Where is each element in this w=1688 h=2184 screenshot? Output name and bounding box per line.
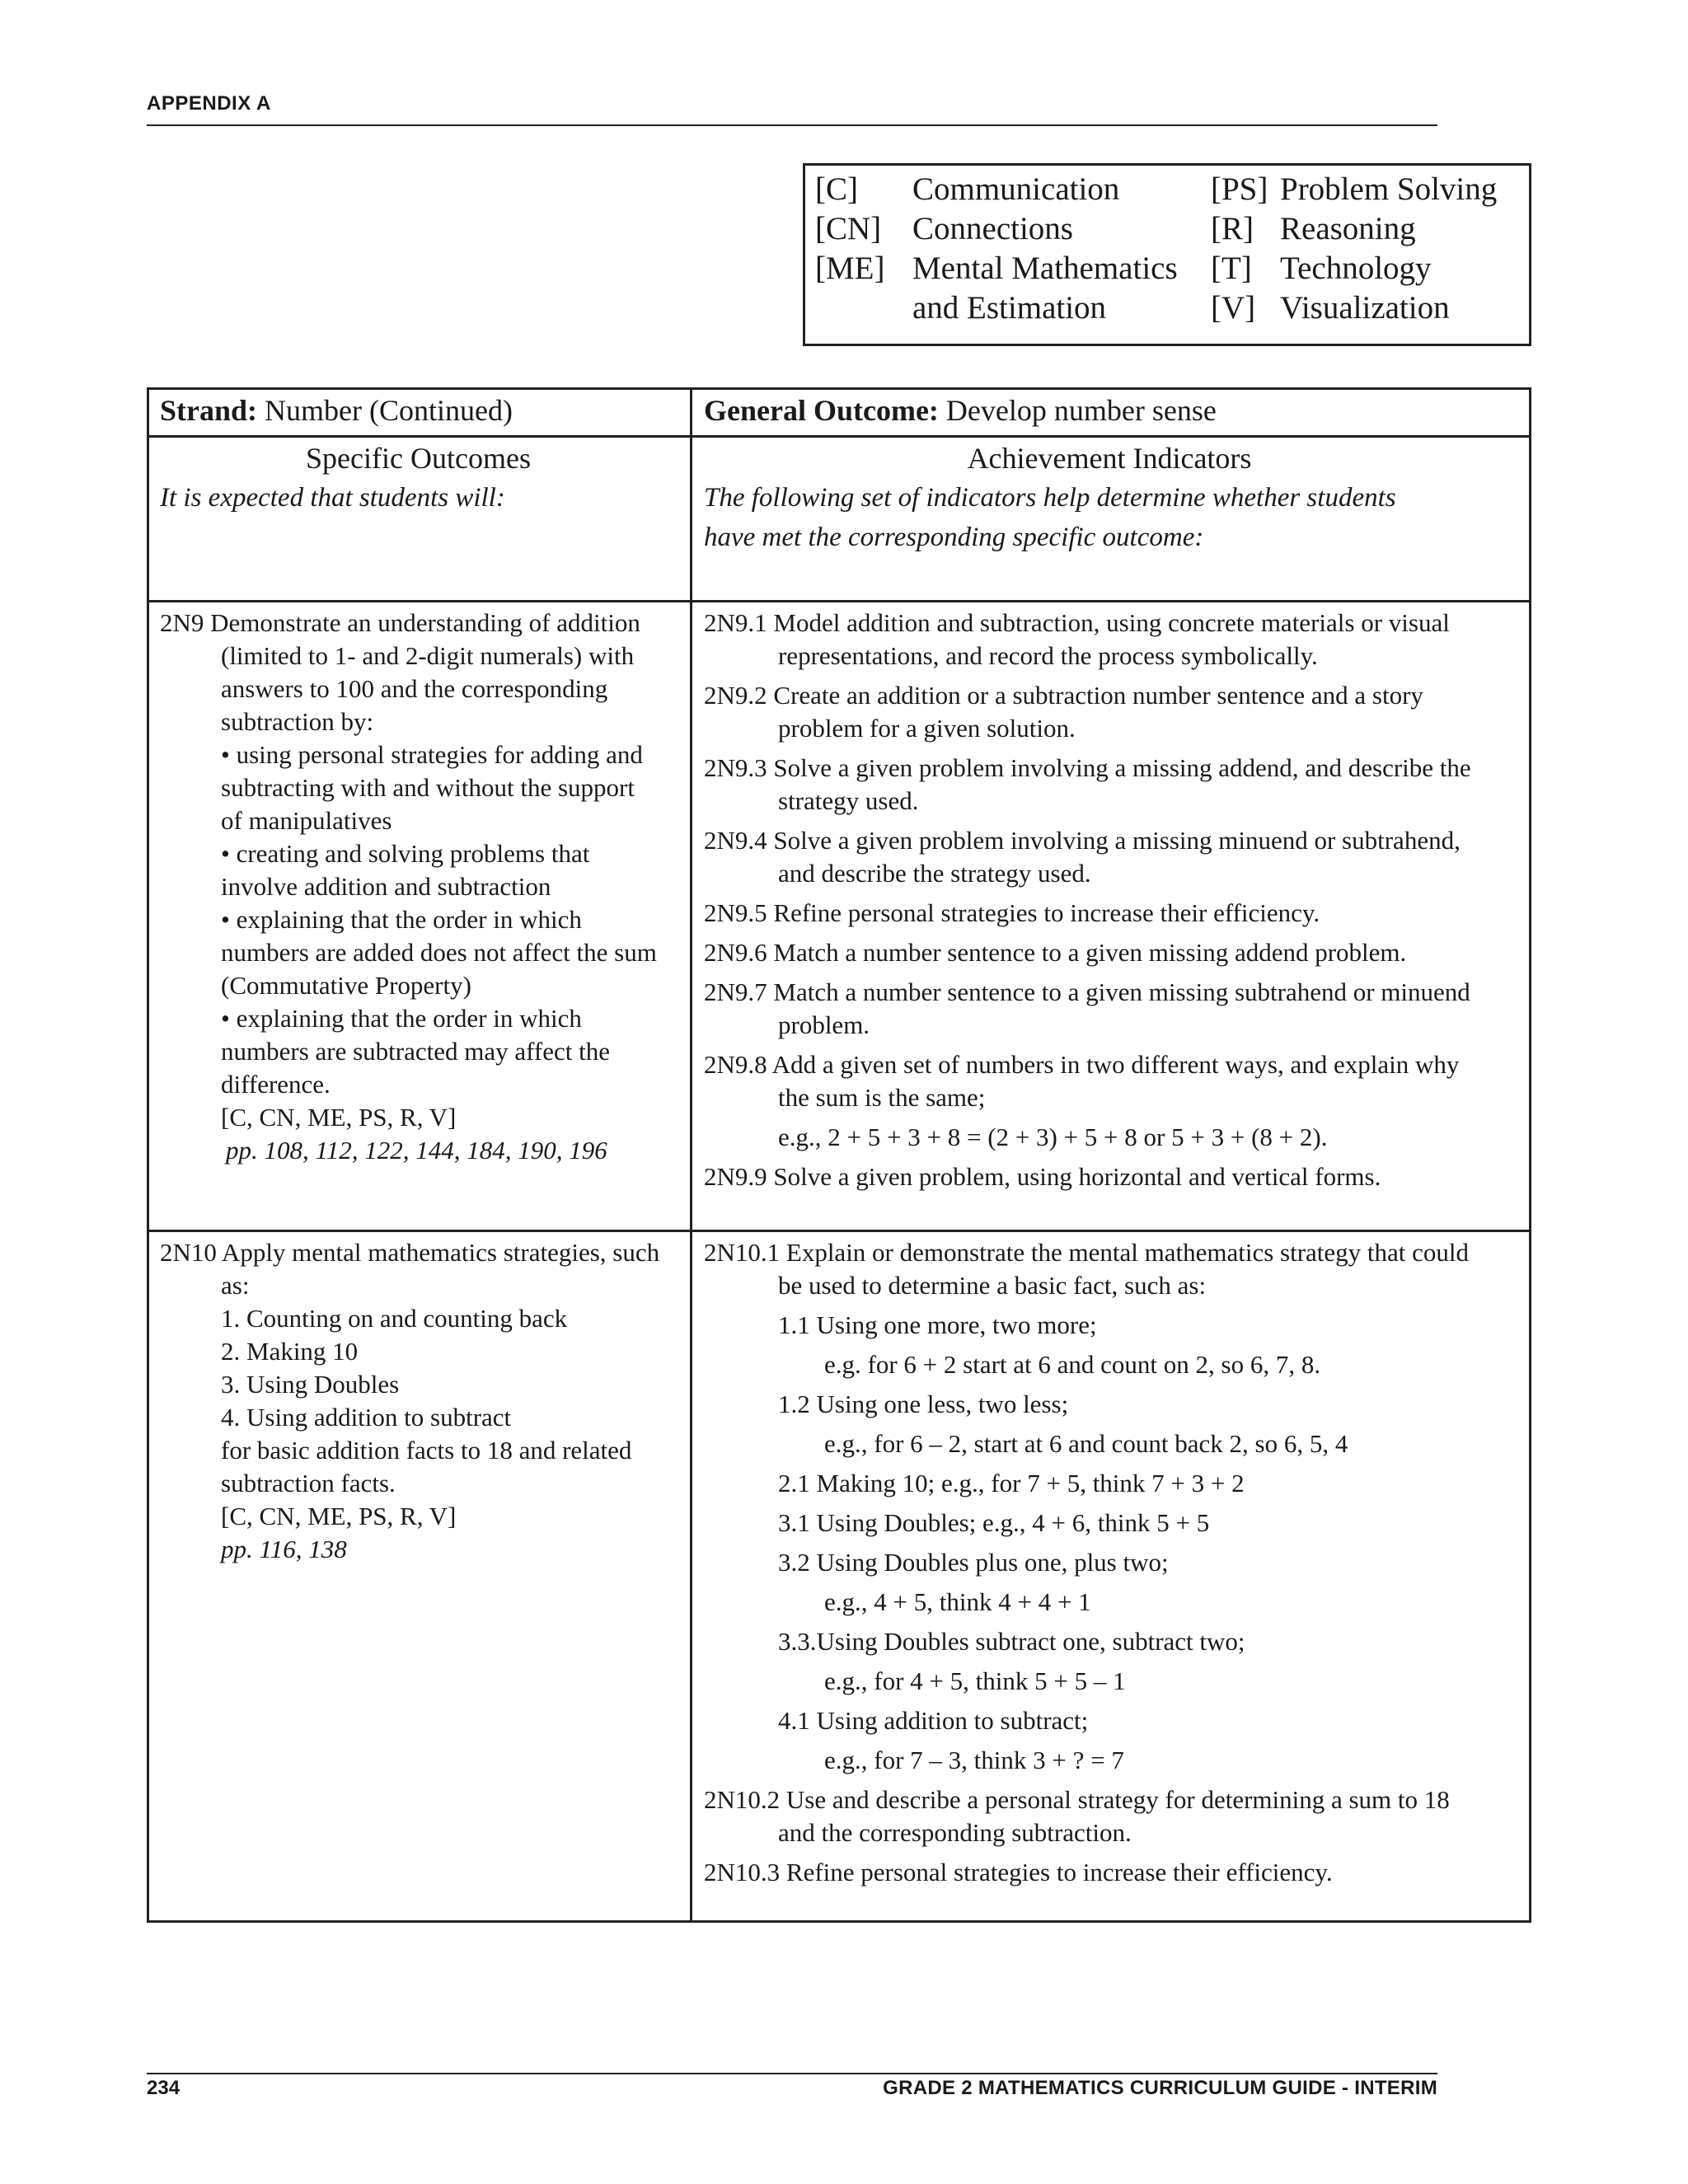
indicator-2n9-4: 2N9.4 Solve a given problem involving a missing minuend or subtrahend,: [704, 826, 1461, 855]
indicator-2n10-2: 2N10.2 Use and describe a personal strategy for determining a sum to 18: [704, 1785, 1450, 1814]
general-outcome-value: Develop number sense: [945, 394, 1217, 427]
outcome-2n9-line: • using personal strategies for adding and: [221, 740, 643, 769]
strategy-3-1: 3.1 Using Doubles; e.g., 4 + 6, think 5 + 5: [778, 1508, 1210, 1537]
achievement-indicators-title: Achievement Indicators: [967, 442, 1252, 475]
legend-label-t: Technology: [1280, 251, 1432, 286]
outcome-2n9-line: subtracting with and without the support: [221, 773, 635, 802]
indicator-2n10-3: 2N10.3 Refine personal strategies to increase their efficiency.: [704, 1858, 1333, 1886]
process-legend: [803, 163, 1531, 346]
outcome-2n10-line: 3. Using Doubles: [221, 1370, 400, 1399]
outcome-2n10-line: subtraction facts.: [221, 1469, 396, 1497]
footer-rule: [147, 2073, 1437, 2074]
strategy-4-1: 4.1 Using addition to subtract;: [778, 1706, 1089, 1735]
document-title: GRADE 2 MATHEMATICS CURRICULUM GUIDE - INTERIM: [883, 2077, 1437, 2099]
legend-code-me: [ME]: [815, 251, 885, 286]
strategy-3-2: 3.2 Using Doubles plus one, plus two;: [778, 1548, 1169, 1577]
indicator-2n9-8: 2N9.8 Add a given set of numbers in two different ways, and explain why: [704, 1050, 1460, 1079]
section-header: APPENDIX A: [147, 92, 271, 115]
legend-label-ps: Problem Solving: [1280, 171, 1498, 207]
indicator-2n10-1: 2N10.1 Explain or demonstrate the mental mathematics strategy that could: [704, 1238, 1470, 1267]
outcome-2n10-line: 2N10 Apply mental mathematics strategies, such: [160, 1238, 660, 1267]
outcome-2n9-line: (limited to 1- and 2-digit numerals) with: [221, 641, 635, 670]
indicator-2n9-1: 2N9.1 Model addition and subtraction, using concrete materials or visual: [704, 608, 1450, 637]
indicator-2n9-9: 2N9.9 Solve a given problem, using horizontal and vertical forms.: [704, 1162, 1381, 1191]
strategy-1-2-example: e.g., for 6 – 2, start at 6 and count back 2, so 6, 5, 4: [824, 1429, 1348, 1458]
outcomes-table: [147, 387, 1531, 1923]
outcome-2n9-processes: [C, CN, ME, PS, R, V]: [221, 1103, 457, 1132]
outcome-2n10-line: 4. Using addition to subtract: [221, 1403, 512, 1432]
legend-code-c: [C]: [815, 171, 858, 207]
strategy-1-2: 1.2 Using one less, two less;: [778, 1390, 1069, 1418]
legend-code-r: [R]: [1211, 211, 1254, 246]
strategy-3-3-example: e.g., for 4 + 5, think 5 + 5 – 1: [824, 1666, 1126, 1695]
outcome-2n9-line: difference.: [221, 1070, 331, 1099]
table-rule: [147, 600, 1531, 602]
legend-code-t: [T]: [1211, 251, 1252, 286]
outcome-2n9-line: numbers are subtracted may affect the: [221, 1037, 610, 1066]
achievement-indicators-subtitle-2: have met the corresponding specific outcome:: [704, 523, 1204, 552]
indicator-2n9-7-cont: problem.: [778, 1010, 870, 1039]
indicator-2n9-2: 2N9.2 Create an addition or a subtraction number sentence and a story: [704, 681, 1423, 710]
table-rule: [147, 387, 1531, 390]
legend-code-v: [V]: [1211, 290, 1256, 326]
legend-label-me: Mental Mathematics: [912, 251, 1178, 286]
indicator-2n9-6: 2N9.6 Match a number sentence to a given missing addend problem.: [704, 938, 1407, 967]
legend-label-v: Visualization: [1280, 290, 1450, 326]
strategy-3-2-example: e.g., 4 + 5, think 4 + 4 + 1: [824, 1587, 1091, 1616]
outcome-2n9-line: involve addition and subtraction: [221, 872, 551, 901]
outcome-2n10-line: 1. Counting on and counting back: [221, 1304, 568, 1333]
legend-label-me-2: and Estimation: [912, 290, 1107, 326]
indicator-2n10-1-cont: be used to determine a basic fact, such as:: [778, 1271, 1207, 1300]
strand-cell: [160, 394, 513, 427]
strategy-2-1: 2.1 Making 10; e.g., for 7 + 5, think 7 + 3 + 2: [778, 1469, 1245, 1497]
legend-code-cn: [CN]: [815, 211, 882, 246]
outcome-2n9-line: subtraction by:: [221, 707, 374, 736]
specific-outcomes-subtitle: It is expected that students will:: [160, 483, 505, 513]
achievement-indicators-subtitle-1: The following set of indicators help determine whether students: [704, 483, 1396, 513]
general-outcome-cell: [704, 394, 1217, 427]
indicator-2n9-8-example: e.g., 2 + 5 + 3 + 8 = (2 + 3) + 5 + 8 or 5 + 3 + (8 + 2).: [778, 1122, 1328, 1151]
indicator-2n9-5: 2N9.5 Refine personal strategies to increase their efficiency.: [704, 898, 1320, 927]
indicator-2n9-4-cont: and describe the strategy used.: [778, 859, 1091, 888]
table-rule: [147, 387, 149, 1923]
table-rule: [147, 1230, 1531, 1232]
header-rule: [147, 124, 1437, 126]
outcome-2n9-line: (Commutative Property): [221, 971, 471, 1000]
outcome-2n10-line: for basic addition facts to 18 and related: [221, 1436, 632, 1465]
table-rule: [1529, 387, 1531, 1923]
outcome-2n10-line: as:: [221, 1271, 250, 1300]
outcome-2n9-line: of manipulatives: [221, 806, 392, 835]
strategy-4-1-example: e.g., for 7 – 3, think 3 + ? = 7: [824, 1746, 1124, 1774]
outcome-2n10-processes: [C, CN, ME, PS, R, V]: [221, 1502, 457, 1530]
indicator-2n9-1-cont: representations, and record the process symbolically.: [778, 641, 1318, 670]
indicator-2n10-2-cont: and the corresponding subtraction.: [778, 1818, 1132, 1847]
outcome-2n9-line: • creating and solving problems that: [221, 839, 590, 868]
outcome-2n10-line: 2. Making 10: [221, 1337, 359, 1366]
strategy-3-3: 3.3.Using Doubles subtract one, subtract two;: [778, 1627, 1245, 1656]
outcome-2n9-line: • explaining that the order in which: [221, 905, 582, 934]
legend-label-cn: Connections: [912, 211, 1073, 246]
strategy-1-1: 1.1 Using one more, two more;: [778, 1310, 1097, 1339]
indicator-2n9-2-cont: problem for a given solution.: [778, 714, 1076, 743]
legend-label-c: Communication: [912, 171, 1120, 207]
table-rule: [690, 387, 692, 1923]
table-rule: [147, 435, 1531, 438]
outcome-2n9-line: numbers are added does not affect the sum: [221, 938, 657, 967]
outcome-2n9-line: • explaining that the order in which: [221, 1004, 582, 1033]
outcome-2n9-page-refs: pp. 108, 112, 122, 144, 184, 190, 196: [226, 1136, 607, 1165]
strategy-1-1-example: e.g. for 6 + 2 start at 6 and count on 2, so 6, 7, 8.: [824, 1350, 1321, 1379]
legend-label-r: Reasoning: [1280, 211, 1416, 246]
outcome-2n10-page-refs: pp. 116, 138: [221, 1535, 347, 1563]
strand-label: Strand:: [160, 394, 258, 427]
page-number: 234: [147, 2077, 181, 2099]
outcome-2n9-line: answers to 100 and the corresponding: [221, 674, 608, 703]
indicator-2n9-3-cont: strategy used.: [778, 786, 919, 815]
specific-outcomes-title: Specific Outcomes: [306, 442, 531, 475]
indicator-2n9-3: 2N9.3 Solve a given problem involving a missing addend, and describe the: [704, 753, 1471, 782]
strand-value: Number (Continued): [265, 394, 513, 427]
outcome-2n9-line: 2N9 Demonstrate an understanding of addition: [160, 608, 640, 637]
indicator-2n9-7: 2N9.7 Match a number sentence to a given missing subtrahend or minuend: [704, 977, 1470, 1006]
table-rule: [147, 1920, 1531, 1923]
legend-code-ps: [PS]: [1211, 171, 1268, 207]
general-outcome-label: General Outcome:: [704, 394, 939, 427]
indicator-2n9-8-cont: the sum is the same;: [778, 1083, 986, 1112]
